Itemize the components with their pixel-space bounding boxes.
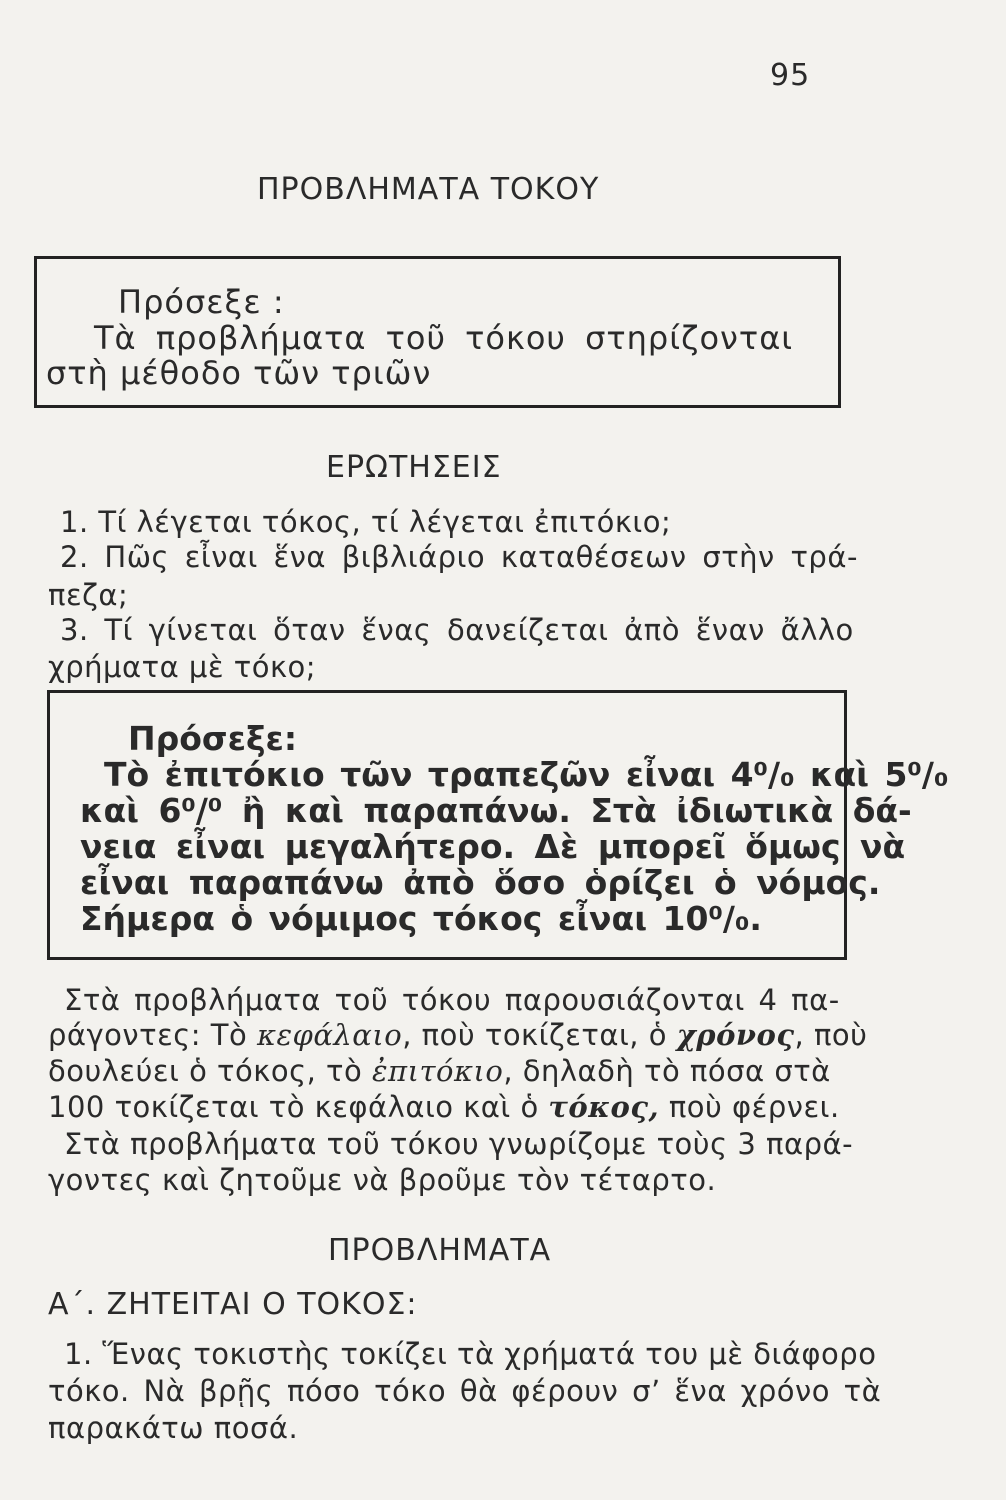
questions-heading: ΕΡΩΤΗΣΕΙΣ [326, 450, 502, 485]
question-2-line-2: πεζα; [48, 578, 129, 612]
notice-1-line-1: Τὰ προβλήματα τοῦ τόκου στηρίζονται [94, 319, 794, 357]
term-time: χρόνος [676, 1018, 795, 1052]
term-rate: ἐπιτόκιο [371, 1054, 504, 1088]
problems-heading: ΠΡΟΒΛΗΜΑΤΑ [328, 1233, 552, 1268]
notice-2-line-4: εἶναι παραπάνω ἀπὸ ὅσο ὁρίζει ὁ νόμος. [80, 863, 881, 902]
term-interest: τόκος, [548, 1090, 660, 1124]
exercise-1-line-1: 1. Ἕνας τοκιστὴς τοκίζει τὰ χρήματά του μὲ διάφορο [64, 1337, 877, 1371]
text-span: 100 τοκίζεται τὸ κεφάλαιο καὶ ὁ [48, 1090, 549, 1124]
question-3-line-1: 3. Τί γίνεται ὅταν ἕνας δανείζεται ἀπὸ ἕναν ἄλλο [60, 613, 854, 647]
text-span: , ποὺ τοκίζεται, ὁ [402, 1018, 677, 1052]
section-heading: Α΄. ΖΗΤΕΙΤΑΙ Ο ΤΟΚΟΣ: [48, 1287, 418, 1322]
paragraph-line-3 [48, 1054, 831, 1088]
page-title: ΠΡΟΒΛΗΜΑΤΑ ΤΟΚΟΥ [257, 172, 600, 207]
notice-2-line-5: Σήμερα ὁ νόμιμος τόκος εἶναι 10⁰/₀. [80, 899, 762, 938]
text-span: , δηλαδὴ τὸ πόσα στὰ [503, 1054, 831, 1088]
notice-2-line-3: νεια εἶναι μεγαλήτερο. Δὲ μπορεῖ ὅμως νὰ [80, 827, 906, 866]
notice-1-label: Πρόσεξε : [118, 283, 285, 321]
page-number: 95 [770, 58, 811, 93]
paragraph-line-2 [48, 1018, 867, 1052]
notice-1-line-2: στὴ μέθοδο τῶν τριῶν [46, 354, 432, 392]
notice-2-label: Πρόσεξε: [128, 719, 298, 758]
question-2-line-1: 2. Πῶς εἶναι ἕνα βιβλιάριο καταθέσεων στὴν τρά- [60, 540, 858, 574]
paragraph-line-5: Στὰ προβλήματα τοῦ τόκου γνωρίζομε τοὺς 3 παρά- [64, 1127, 854, 1161]
paragraph-line-1: Στὰ προβλήματα τοῦ τόκου παρουσιάζονται 4 πα- [64, 983, 840, 1017]
notice-2-line-1: Τὸ ἐπιτόκιο τῶν τραπεζῶν εἶναι 4⁰/₀ καὶ 5⁰/₀ [104, 755, 949, 794]
text-span: δουλεύει ὁ τόκος, τὸ [48, 1054, 372, 1088]
question-3-line-2: χρήματα μὲ τόκο; [48, 650, 317, 684]
term-capital: κεφάλαιο [256, 1018, 403, 1052]
notice-2-line-2: καὶ 6⁰/⁰ ἢ καὶ παραπάνω. Στὰ ἰδιωτικὰ δά- [80, 791, 912, 830]
paragraph-line-6: γοντες καὶ ζητοῦμε νὰ βροῦμε τὸν τέταρτο. [48, 1163, 717, 1197]
paragraph-line-4 [48, 1090, 840, 1124]
text-span: ράγοντες: Τὸ [48, 1018, 257, 1052]
text-span: ποὺ φέρνει. [659, 1090, 840, 1124]
exercise-1-line-3: παρακάτω ποσά. [48, 1411, 299, 1445]
question-1: 1. Τί λέγεται τόκος, τί λέγεται ἐπιτόκιο; [60, 505, 672, 539]
text-span: , ποὺ [794, 1018, 868, 1052]
exercise-1-line-2: τόκο. Νὰ βρῇς πόσο τόκο θὰ φέρουν σ’ ἕνα χρόνο τὰ [48, 1374, 882, 1408]
